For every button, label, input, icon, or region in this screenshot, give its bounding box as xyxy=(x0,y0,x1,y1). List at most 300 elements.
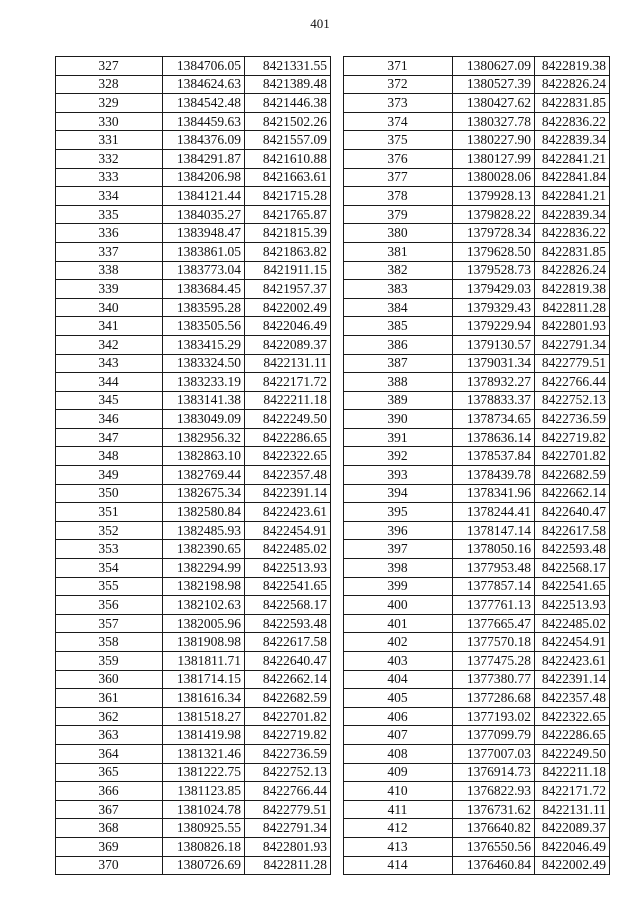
y-coordinate-cell: 8422249.50 xyxy=(245,410,331,429)
y-coordinate-cell: 8422249.50 xyxy=(535,744,610,763)
x-coordinate-cell: 1380127.99 xyxy=(453,149,535,168)
table-row xyxy=(344,447,610,466)
point-number-cell: 349 xyxy=(56,466,163,485)
y-coordinate-cell: 8422779.51 xyxy=(535,354,610,373)
y-coordinate-cell: 8421815.39 xyxy=(245,224,331,243)
table-row xyxy=(344,261,610,280)
coordinates-table-right xyxy=(343,56,610,875)
y-coordinate-cell: 8422485.02 xyxy=(535,614,610,633)
x-coordinate-cell: 1378932.27 xyxy=(453,373,535,392)
table-row xyxy=(344,298,610,317)
y-coordinate-cell: 8421446.38 xyxy=(245,94,331,113)
table-row xyxy=(56,187,331,206)
x-coordinate-cell: 1384376.09 xyxy=(163,131,245,150)
table-row xyxy=(344,540,610,559)
table-row xyxy=(56,726,331,745)
x-coordinate-cell: 1383948.47 xyxy=(163,224,245,243)
y-coordinate-cell: 8422541.65 xyxy=(245,577,331,596)
y-coordinate-cell: 8422089.37 xyxy=(245,335,331,354)
table-row xyxy=(56,242,331,261)
y-coordinate-cell: 8422841.21 xyxy=(535,187,610,206)
point-number-cell: 389 xyxy=(344,391,453,410)
y-coordinate-cell: 8422640.47 xyxy=(535,503,610,522)
x-coordinate-cell: 1382005.96 xyxy=(163,614,245,633)
y-coordinate-cell: 8422836.22 xyxy=(535,112,610,131)
y-coordinate-cell: 8422541.65 xyxy=(535,577,610,596)
y-coordinate-cell: 8422391.14 xyxy=(535,670,610,689)
table-row xyxy=(344,559,610,578)
table-row xyxy=(344,75,610,94)
point-number-cell: 403 xyxy=(344,652,453,671)
point-number-cell: 384 xyxy=(344,298,453,317)
y-coordinate-cell: 8422766.44 xyxy=(245,782,331,801)
point-number-cell: 395 xyxy=(344,503,453,522)
table-row xyxy=(344,94,610,113)
x-coordinate-cell: 1379031.34 xyxy=(453,354,535,373)
table-row xyxy=(56,689,331,708)
x-coordinate-cell: 1376460.84 xyxy=(453,856,535,875)
point-number-cell: 386 xyxy=(344,335,453,354)
point-number-cell: 412 xyxy=(344,819,453,838)
y-coordinate-cell: 8422662.14 xyxy=(535,484,610,503)
y-coordinate-cell: 8422752.13 xyxy=(535,391,610,410)
x-coordinate-cell: 1384035.27 xyxy=(163,205,245,224)
x-coordinate-cell: 1384542.48 xyxy=(163,94,245,113)
table-row xyxy=(56,633,331,652)
point-number-cell: 373 xyxy=(344,94,453,113)
x-coordinate-cell: 1379728.34 xyxy=(453,224,535,243)
table-row xyxy=(56,800,331,819)
table-row xyxy=(344,856,610,875)
x-coordinate-cell: 1377193.02 xyxy=(453,707,535,726)
table-row xyxy=(344,131,610,150)
point-number-cell: 348 xyxy=(56,447,163,466)
x-coordinate-cell: 1384291.87 xyxy=(163,149,245,168)
y-coordinate-cell: 8421715.28 xyxy=(245,187,331,206)
table-row xyxy=(56,837,331,856)
y-coordinate-cell: 8422766.44 xyxy=(535,373,610,392)
y-coordinate-cell: 8422322.65 xyxy=(245,447,331,466)
table-row xyxy=(344,57,610,76)
y-coordinate-cell: 8422801.93 xyxy=(245,837,331,856)
point-number-cell: 404 xyxy=(344,670,453,689)
x-coordinate-cell: 1382198.98 xyxy=(163,577,245,596)
x-coordinate-cell: 1378636.14 xyxy=(453,428,535,447)
y-coordinate-cell: 8422454.91 xyxy=(245,521,331,540)
x-coordinate-cell: 1379828.22 xyxy=(453,205,535,224)
table-row xyxy=(56,447,331,466)
x-coordinate-cell: 1377475.28 xyxy=(453,652,535,671)
table-row xyxy=(56,763,331,782)
table-row xyxy=(56,280,331,299)
x-coordinate-cell: 1379229.94 xyxy=(453,317,535,336)
y-coordinate-cell: 8422485.02 xyxy=(245,540,331,559)
point-number-cell: 346 xyxy=(56,410,163,429)
y-coordinate-cell: 8422357.48 xyxy=(535,689,610,708)
x-coordinate-cell: 1382675.34 xyxy=(163,484,245,503)
point-number-cell: 331 xyxy=(56,131,163,150)
point-number-cell: 382 xyxy=(344,261,453,280)
x-coordinate-cell: 1383233.19 xyxy=(163,373,245,392)
y-coordinate-cell: 8422662.14 xyxy=(245,670,331,689)
y-coordinate-cell: 8422131.11 xyxy=(535,800,610,819)
x-coordinate-cell: 1376550.56 xyxy=(453,837,535,856)
y-coordinate-cell: 8422568.17 xyxy=(535,559,610,578)
y-coordinate-cell: 8422819.38 xyxy=(535,57,610,76)
x-coordinate-cell: 1381024.78 xyxy=(163,800,245,819)
table-row xyxy=(56,168,331,187)
table-row xyxy=(56,428,331,447)
x-coordinate-cell: 1380925.55 xyxy=(163,819,245,838)
point-number-cell: 355 xyxy=(56,577,163,596)
point-number-cell: 392 xyxy=(344,447,453,466)
x-coordinate-cell: 1378833.37 xyxy=(453,391,535,410)
point-number-cell: 400 xyxy=(344,596,453,615)
point-number-cell: 379 xyxy=(344,205,453,224)
x-coordinate-cell: 1378050.16 xyxy=(453,540,535,559)
point-number-cell: 357 xyxy=(56,614,163,633)
table-row xyxy=(344,596,610,615)
table-row xyxy=(56,131,331,150)
x-coordinate-cell: 1378147.14 xyxy=(453,521,535,540)
table-row xyxy=(56,819,331,838)
point-number-cell: 397 xyxy=(344,540,453,559)
table-row xyxy=(344,391,610,410)
table-row xyxy=(344,689,610,708)
y-coordinate-cell: 8422617.58 xyxy=(535,521,610,540)
point-number-cell: 411 xyxy=(344,800,453,819)
y-coordinate-cell: 8421863.82 xyxy=(245,242,331,261)
table-row xyxy=(344,726,610,745)
table-row xyxy=(56,614,331,633)
point-number-cell: 362 xyxy=(56,707,163,726)
table-row xyxy=(56,466,331,485)
x-coordinate-cell: 1382769.44 xyxy=(163,466,245,485)
point-number-cell: 370 xyxy=(56,856,163,875)
table-row xyxy=(344,149,610,168)
point-number-cell: 361 xyxy=(56,689,163,708)
table-row xyxy=(344,205,610,224)
x-coordinate-cell: 1382580.84 xyxy=(163,503,245,522)
table-row xyxy=(344,484,610,503)
y-coordinate-cell: 8422593.48 xyxy=(535,540,610,559)
y-coordinate-cell: 8422719.82 xyxy=(245,726,331,745)
point-number-cell: 344 xyxy=(56,373,163,392)
table-row xyxy=(344,763,610,782)
point-number-cell: 385 xyxy=(344,317,453,336)
table-row xyxy=(344,187,610,206)
x-coordinate-cell: 1380327.78 xyxy=(453,112,535,131)
point-number-cell: 381 xyxy=(344,242,453,261)
page-number: 401 xyxy=(310,16,330,31)
table-row xyxy=(344,428,610,447)
x-coordinate-cell: 1383773.04 xyxy=(163,261,245,280)
x-coordinate-cell: 1379429.03 xyxy=(453,280,535,299)
x-coordinate-cell: 1382956.32 xyxy=(163,428,245,447)
point-number-cell: 391 xyxy=(344,428,453,447)
x-coordinate-cell: 1380427.62 xyxy=(453,94,535,113)
y-coordinate-cell: 8421557.09 xyxy=(245,131,331,150)
x-coordinate-cell: 1383141.38 xyxy=(163,391,245,410)
x-coordinate-cell: 1381714.15 xyxy=(163,670,245,689)
x-coordinate-cell: 1381419.98 xyxy=(163,726,245,745)
y-coordinate-cell: 8421957.37 xyxy=(245,280,331,299)
x-coordinate-cell: 1376731.62 xyxy=(453,800,535,819)
point-number-cell: 393 xyxy=(344,466,453,485)
x-coordinate-cell: 1383595.28 xyxy=(163,298,245,317)
y-coordinate-cell: 8422046.49 xyxy=(535,837,610,856)
y-coordinate-cell: 8422682.59 xyxy=(245,689,331,708)
point-number-cell: 380 xyxy=(344,224,453,243)
y-coordinate-cell: 8422839.34 xyxy=(535,205,610,224)
point-number-cell: 413 xyxy=(344,837,453,856)
x-coordinate-cell: 1376822.93 xyxy=(453,782,535,801)
x-coordinate-cell: 1377380.77 xyxy=(453,670,535,689)
table-row xyxy=(344,335,610,354)
table-row xyxy=(344,280,610,299)
x-coordinate-cell: 1379130.57 xyxy=(453,335,535,354)
table-row xyxy=(344,503,610,522)
x-coordinate-cell: 1377286.68 xyxy=(453,689,535,708)
x-coordinate-cell: 1380527.39 xyxy=(453,75,535,94)
y-coordinate-cell: 8422617.58 xyxy=(245,633,331,652)
point-number-cell: 341 xyxy=(56,317,163,336)
x-coordinate-cell: 1377099.79 xyxy=(453,726,535,745)
x-coordinate-cell: 1383324.50 xyxy=(163,354,245,373)
table-row xyxy=(56,261,331,280)
table-row xyxy=(344,837,610,856)
point-number-cell: 327 xyxy=(56,57,163,76)
y-coordinate-cell: 8422286.65 xyxy=(245,428,331,447)
x-coordinate-cell: 1377857.14 xyxy=(453,577,535,596)
point-number-cell: 374 xyxy=(344,112,453,131)
point-number-cell: 338 xyxy=(56,261,163,280)
y-coordinate-cell: 8422841.21 xyxy=(535,149,610,168)
y-coordinate-cell: 8422423.61 xyxy=(245,503,331,522)
x-coordinate-cell: 1381908.98 xyxy=(163,633,245,652)
point-number-cell: 330 xyxy=(56,112,163,131)
table-row xyxy=(344,354,610,373)
y-coordinate-cell: 8422719.82 xyxy=(535,428,610,447)
point-number-cell: 396 xyxy=(344,521,453,540)
y-coordinate-cell: 8422791.34 xyxy=(535,335,610,354)
point-number-cell: 352 xyxy=(56,521,163,540)
point-number-cell: 367 xyxy=(56,800,163,819)
point-number-cell: 366 xyxy=(56,782,163,801)
x-coordinate-cell: 1383049.09 xyxy=(163,410,245,429)
x-coordinate-cell: 1377007.03 xyxy=(453,744,535,763)
y-coordinate-cell: 8422736.59 xyxy=(245,744,331,763)
y-coordinate-cell: 8422831.85 xyxy=(535,242,610,261)
y-coordinate-cell: 8421610.88 xyxy=(245,149,331,168)
y-coordinate-cell: 8422593.48 xyxy=(245,614,331,633)
point-number-cell: 339 xyxy=(56,280,163,299)
y-coordinate-cell: 8422811.28 xyxy=(245,856,331,875)
y-coordinate-cell: 8422171.72 xyxy=(245,373,331,392)
point-number-cell: 336 xyxy=(56,224,163,243)
x-coordinate-cell: 1376914.73 xyxy=(453,763,535,782)
x-coordinate-cell: 1383861.05 xyxy=(163,242,245,261)
x-coordinate-cell: 1378439.78 xyxy=(453,466,535,485)
table-row xyxy=(344,242,610,261)
point-number-cell: 368 xyxy=(56,819,163,838)
x-coordinate-cell: 1384206.98 xyxy=(163,168,245,187)
point-number-cell: 360 xyxy=(56,670,163,689)
table-row xyxy=(56,94,331,113)
y-coordinate-cell: 8422211.18 xyxy=(535,763,610,782)
point-number-cell: 390 xyxy=(344,410,453,429)
y-coordinate-cell: 8422791.34 xyxy=(245,819,331,838)
y-coordinate-cell: 8422819.38 xyxy=(535,280,610,299)
point-number-cell: 365 xyxy=(56,763,163,782)
x-coordinate-cell: 1379928.13 xyxy=(453,187,535,206)
point-number-cell: 410 xyxy=(344,782,453,801)
table-row xyxy=(56,149,331,168)
y-coordinate-cell: 8422779.51 xyxy=(245,800,331,819)
table-row xyxy=(344,317,610,336)
x-coordinate-cell: 1381811.71 xyxy=(163,652,245,671)
point-number-cell: 383 xyxy=(344,280,453,299)
x-coordinate-cell: 1380726.69 xyxy=(163,856,245,875)
table-row xyxy=(56,782,331,801)
x-coordinate-cell: 1380826.18 xyxy=(163,837,245,856)
point-number-cell: 332 xyxy=(56,149,163,168)
table-row xyxy=(56,410,331,429)
y-coordinate-cell: 8422826.24 xyxy=(535,75,610,94)
point-number-cell: 329 xyxy=(56,94,163,113)
coordinates-table-left xyxy=(55,56,331,875)
point-number-cell: 414 xyxy=(344,856,453,875)
x-coordinate-cell: 1377570.18 xyxy=(453,633,535,652)
x-coordinate-cell: 1380227.90 xyxy=(453,131,535,150)
y-coordinate-cell: 8421502.26 xyxy=(245,112,331,131)
y-coordinate-cell: 8422513.93 xyxy=(535,596,610,615)
y-coordinate-cell: 8422811.28 xyxy=(535,298,610,317)
y-coordinate-cell: 8421663.61 xyxy=(245,168,331,187)
table-row xyxy=(344,224,610,243)
table-row xyxy=(56,503,331,522)
x-coordinate-cell: 1383684.45 xyxy=(163,280,245,299)
y-coordinate-cell: 8422701.82 xyxy=(245,707,331,726)
table-row xyxy=(344,652,610,671)
table-row xyxy=(56,354,331,373)
point-number-cell: 335 xyxy=(56,205,163,224)
point-number-cell: 399 xyxy=(344,577,453,596)
table-row xyxy=(344,633,610,652)
x-coordinate-cell: 1382102.63 xyxy=(163,596,245,615)
point-number-cell: 353 xyxy=(56,540,163,559)
x-coordinate-cell: 1378341.96 xyxy=(453,484,535,503)
table-row xyxy=(56,112,331,131)
x-coordinate-cell: 1384121.44 xyxy=(163,187,245,206)
table-row xyxy=(56,652,331,671)
y-coordinate-cell: 8422831.85 xyxy=(535,94,610,113)
table-row xyxy=(56,298,331,317)
point-number-cell: 375 xyxy=(344,131,453,150)
point-number-cell: 359 xyxy=(56,652,163,671)
y-coordinate-cell: 8421389.48 xyxy=(245,75,331,94)
y-coordinate-cell: 8422089.37 xyxy=(535,819,610,838)
y-coordinate-cell: 8422454.91 xyxy=(535,633,610,652)
x-coordinate-cell: 1379329.43 xyxy=(453,298,535,317)
table-row xyxy=(344,112,610,131)
table-row xyxy=(344,410,610,429)
y-coordinate-cell: 8422682.59 xyxy=(535,466,610,485)
table-row xyxy=(344,670,610,689)
y-coordinate-cell: 8422801.93 xyxy=(535,317,610,336)
table-row xyxy=(56,707,331,726)
y-coordinate-cell: 8422826.24 xyxy=(535,261,610,280)
x-coordinate-cell: 1378537.84 xyxy=(453,447,535,466)
y-coordinate-cell: 8422322.65 xyxy=(535,707,610,726)
x-coordinate-cell: 1383505.56 xyxy=(163,317,245,336)
point-number-cell: 351 xyxy=(56,503,163,522)
table-row xyxy=(344,782,610,801)
table-row xyxy=(344,373,610,392)
table-row xyxy=(56,391,331,410)
table-row xyxy=(344,744,610,763)
point-number-cell: 405 xyxy=(344,689,453,708)
x-coordinate-cell: 1381123.85 xyxy=(163,782,245,801)
y-coordinate-cell: 8422839.34 xyxy=(535,131,610,150)
y-coordinate-cell: 8422391.14 xyxy=(245,484,331,503)
table-row xyxy=(344,168,610,187)
point-number-cell: 345 xyxy=(56,391,163,410)
point-number-cell: 387 xyxy=(344,354,453,373)
table-row xyxy=(56,596,331,615)
table-row xyxy=(56,373,331,392)
point-number-cell: 372 xyxy=(344,75,453,94)
table-row xyxy=(344,614,610,633)
table-row xyxy=(56,670,331,689)
y-coordinate-cell: 8422423.61 xyxy=(535,652,610,671)
y-coordinate-cell: 8422357.48 xyxy=(245,466,331,485)
y-coordinate-cell: 8422836.22 xyxy=(535,224,610,243)
point-number-cell: 394 xyxy=(344,484,453,503)
table-row xyxy=(56,335,331,354)
y-coordinate-cell: 8422736.59 xyxy=(535,410,610,429)
y-coordinate-cell: 8421331.55 xyxy=(245,57,331,76)
point-number-cell: 378 xyxy=(344,187,453,206)
point-number-cell: 376 xyxy=(344,149,453,168)
table-row xyxy=(56,317,331,336)
x-coordinate-cell: 1377953.48 xyxy=(453,559,535,578)
point-number-cell: 371 xyxy=(344,57,453,76)
point-number-cell: 408 xyxy=(344,744,453,763)
y-coordinate-cell: 8422752.13 xyxy=(245,763,331,782)
point-number-cell: 337 xyxy=(56,242,163,261)
table-row xyxy=(56,75,331,94)
point-number-cell: 343 xyxy=(56,354,163,373)
table-row xyxy=(56,856,331,875)
x-coordinate-cell: 1384624.63 xyxy=(163,75,245,94)
point-number-cell: 401 xyxy=(344,614,453,633)
x-coordinate-cell: 1381321.46 xyxy=(163,744,245,763)
point-number-cell: 369 xyxy=(56,837,163,856)
y-coordinate-cell: 8421911.15 xyxy=(245,261,331,280)
x-coordinate-cell: 1378244.41 xyxy=(453,503,535,522)
point-number-cell: 356 xyxy=(56,596,163,615)
y-coordinate-cell: 8422841.84 xyxy=(535,168,610,187)
x-coordinate-cell: 1382390.65 xyxy=(163,540,245,559)
table-row xyxy=(56,224,331,243)
point-number-cell: 364 xyxy=(56,744,163,763)
x-coordinate-cell: 1380627.09 xyxy=(453,57,535,76)
y-coordinate-cell: 8422701.82 xyxy=(535,447,610,466)
table-row xyxy=(56,559,331,578)
x-coordinate-cell: 1379628.50 xyxy=(453,242,535,261)
x-coordinate-cell: 1384459.63 xyxy=(163,112,245,131)
